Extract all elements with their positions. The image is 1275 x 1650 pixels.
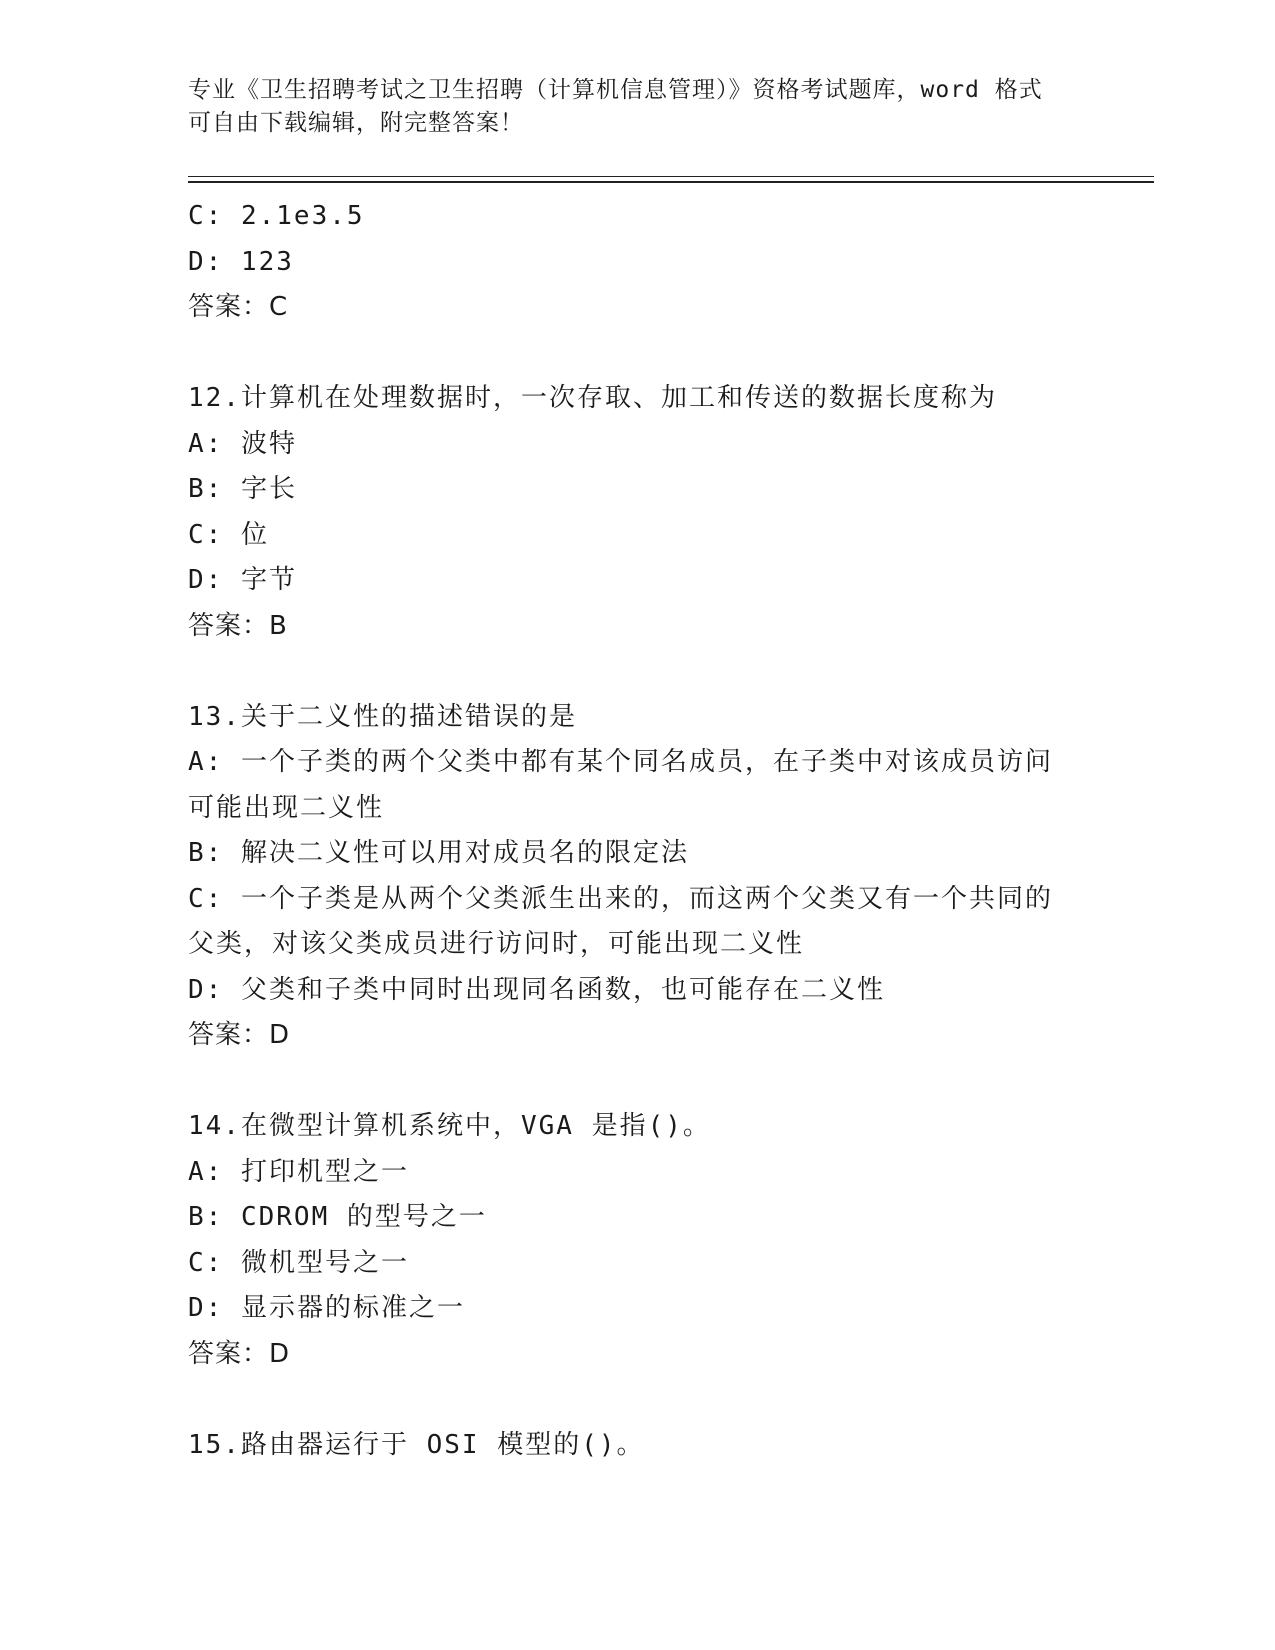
question-15 [188, 1423, 1088, 1469]
option-a-line-2: 可能出现二义性 [188, 792, 385, 823]
header-line-2: 可自由下载编辑，附完整答案！ [188, 110, 524, 136]
answer: 答案：D [188, 1020, 291, 1050]
option-b: B: CDROM 的型号之一 [188, 1202, 487, 1232]
header-line-1: 专业《卫生招聘考试之卫生招聘（计算机信息管理）》资格考试题库，word 格式 [188, 77, 1043, 103]
question-11 [188, 194, 1088, 331]
option-c: C: 位 [188, 519, 269, 550]
option-d: D: 父类和子类中同时出现同名函数，也可能存在二义性 [188, 974, 885, 1005]
option-c-line-1: C: 一个子类是从两个父类派生出来的，而这两个父类又有一个共同的 [188, 883, 1053, 914]
question-14 [188, 1104, 1088, 1377]
spacer [188, 649, 1088, 695]
question-12 [188, 376, 1088, 649]
question-text: 15.路由器运行于 OSI 模型的()。 [188, 1429, 645, 1460]
header-rule-thin [188, 176, 1154, 177]
option-d: D: 123 [188, 246, 294, 277]
answer: 答案：B [188, 610, 288, 641]
option-a: A: 打印机型之一 [188, 1156, 409, 1187]
option-d: D: 字节 [188, 565, 297, 595]
header-rule-thick [188, 181, 1154, 183]
question-13 [188, 695, 1088, 1059]
spacer [188, 1059, 1088, 1105]
answer: 答案：C [188, 292, 289, 322]
question-text: 14.在微型计算机系统中，VGA 是指()。 [188, 1111, 711, 1141]
option-c: C: 2.1e3.5 [188, 201, 365, 231]
option-b: B: 解决二义性可以用对成员名的限定法 [188, 838, 689, 868]
answer: 答案：D [188, 1338, 291, 1369]
option-d: D: 显示器的标准之一 [188, 1293, 465, 1323]
option-b: B: 字长 [188, 474, 297, 504]
option-c: C: 微机型号之一 [188, 1247, 409, 1278]
document-header [188, 74, 1068, 140]
question-list [188, 194, 1088, 1468]
spacer [188, 1377, 1088, 1423]
spacer [188, 331, 1088, 377]
question-text: 13.关于二义性的描述错误的是 [188, 701, 577, 732]
option-c-line-2: 父类，对该父类成员进行访问时，可能出现二义性 [188, 929, 805, 959]
option-a: A: 波特 [188, 428, 297, 459]
question-text: 12.计算机在处理数据时，一次存取、加工和传送的数据长度称为 [188, 383, 997, 413]
option-a-line-1: A: 一个子类的两个父类中都有某个同名成员，在子类中对该成员访问 [188, 747, 1053, 777]
